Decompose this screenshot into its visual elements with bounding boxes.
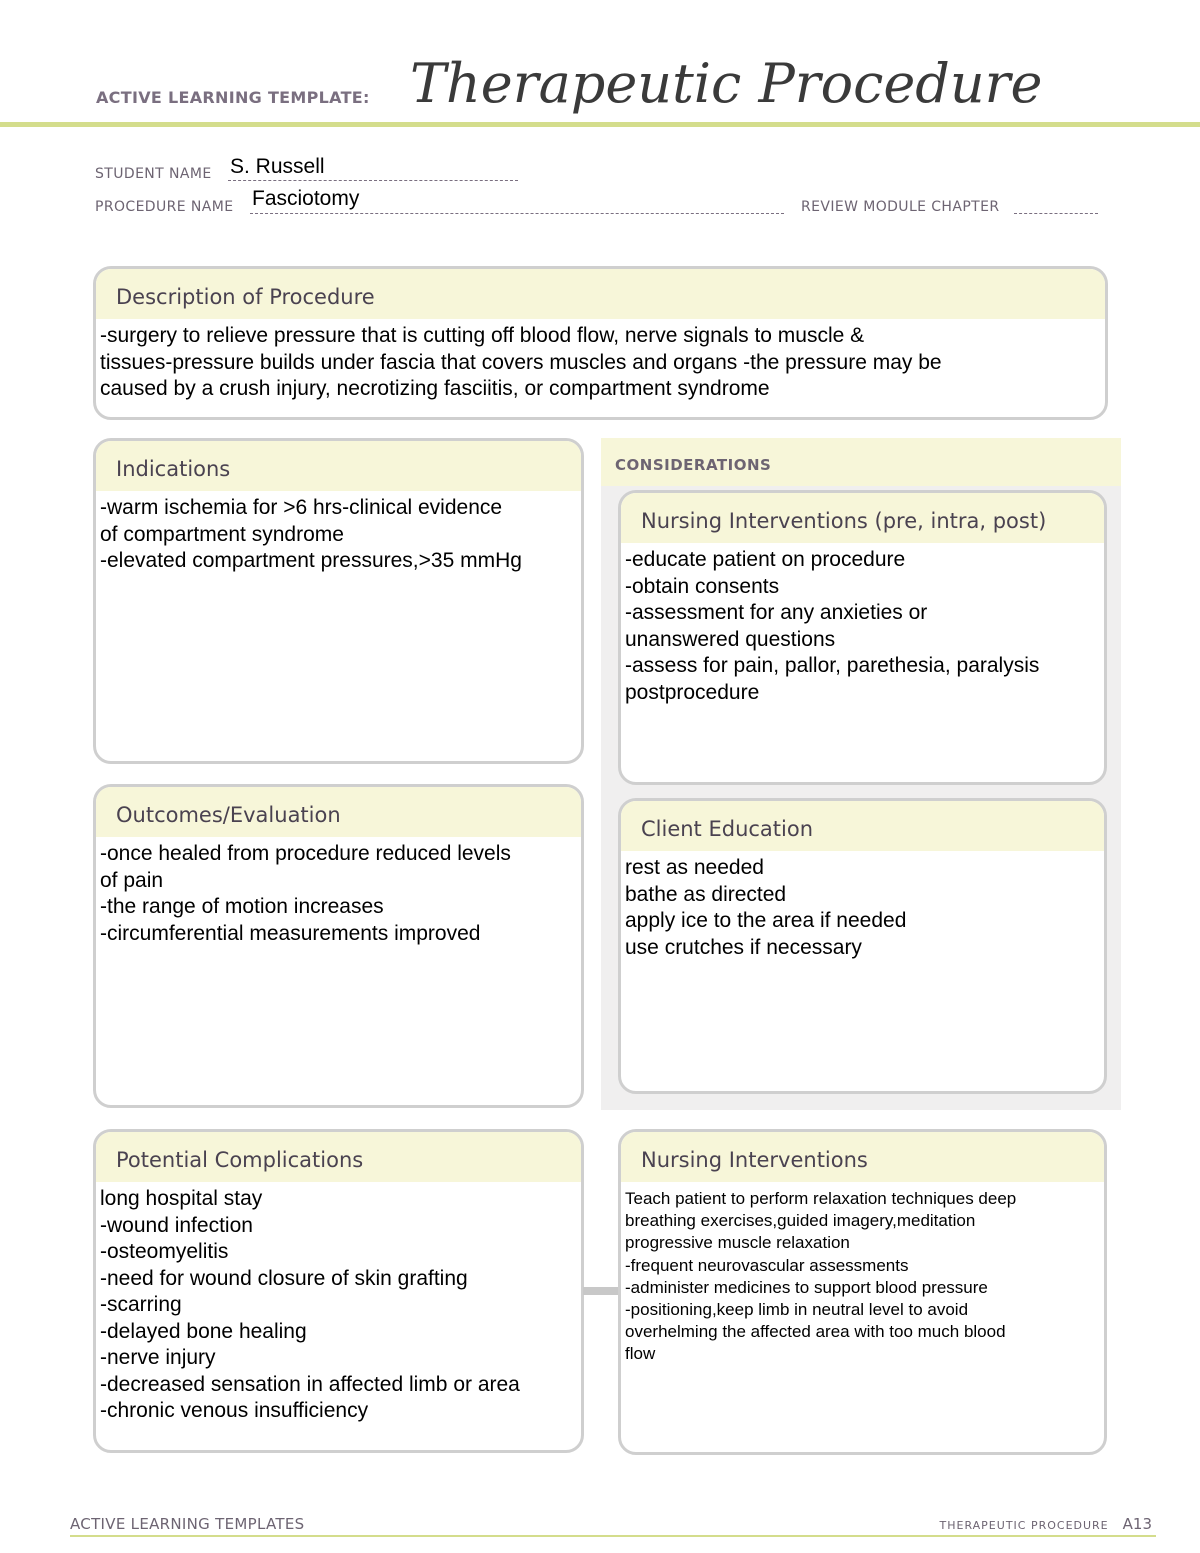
client-education-line: rest as needed bbox=[625, 856, 764, 879]
nursing-interventions-text[interactable] bbox=[621, 1182, 1104, 1366]
client-education-line: use crutches if necessary bbox=[625, 935, 862, 959]
nursing-interventions-line: breathing exercises,guided imagery,meditation bbox=[625, 1211, 976, 1231]
footer-right bbox=[940, 1515, 1152, 1533]
description-box bbox=[93, 266, 1108, 420]
client-education-title: Client Education bbox=[621, 801, 1104, 851]
description-title: Description of Procedure bbox=[96, 269, 1105, 319]
complications-box bbox=[93, 1129, 584, 1453]
indications-title: Indications bbox=[96, 441, 581, 491]
nursing-interventions-title: Nursing Interventions bbox=[621, 1132, 1104, 1182]
nursing-pip-line: unanswered questions bbox=[625, 627, 836, 651]
outcomes-text[interactable] bbox=[96, 837, 581, 947]
complications-line: -delayed bone healing bbox=[100, 1319, 307, 1343]
nursing-pip-line: postprocedure bbox=[625, 680, 760, 704]
nursing-pip-line: -assessment for any anxieties or bbox=[625, 601, 928, 624]
complications-text[interactable] bbox=[96, 1182, 581, 1425]
nursing-interventions-line: -frequent neurovascular assessments bbox=[625, 1255, 909, 1275]
complications-line: -chronic venous insufficiency bbox=[100, 1399, 369, 1422]
outcomes-title: Outcomes/Evaluation bbox=[96, 787, 581, 837]
nursing-interventions-pip-box bbox=[618, 490, 1107, 785]
description-line: -surgery to relieve pressure that is cutting off blood flow, nerve signals to muscle & bbox=[100, 324, 865, 347]
procedure-name-label: PROCEDURE NAME bbox=[95, 199, 234, 215]
complications-line: -decreased sensation in affected limb or area bbox=[100, 1372, 520, 1396]
description-line: tissues-pressure builds under fascia that covers muscles and organs -the pressure may be bbox=[100, 350, 942, 374]
indications-line: -elevated compartment pressures,>35 mmHg bbox=[100, 549, 522, 572]
client-education-text[interactable] bbox=[621, 851, 1104, 961]
client-education-line: bathe as directed bbox=[625, 882, 787, 906]
nursing-interventions-line: Teach patient to perform relaxation techniques deep bbox=[625, 1189, 1017, 1208]
complications-line: -wound infection bbox=[100, 1213, 253, 1237]
outcomes-line: -the range of motion increases bbox=[100, 895, 384, 918]
footer-right-label: THERAPEUTIC PROCEDURE bbox=[939, 1519, 1109, 1532]
student-name-field[interactable]: S. Russell bbox=[230, 155, 325, 178]
review-module-field[interactable] bbox=[1014, 213, 1098, 214]
description-line: caused by a crush injury, necrotizing fasciitis, or compartment syndrome bbox=[100, 377, 770, 400]
client-education-box bbox=[618, 798, 1107, 1094]
footer-left-label: ACTIVE LEARNING TEMPLATES bbox=[70, 1515, 305, 1533]
nursing-pip-line: -educate patient on procedure bbox=[625, 548, 906, 571]
complications-line: -need for wound closure of skin grafting bbox=[100, 1266, 468, 1290]
review-module-label: REVIEW MODULE CHAPTER bbox=[801, 199, 1000, 215]
box-connector bbox=[583, 1287, 621, 1295]
template-label: ACTIVE LEARNING TEMPLATE: bbox=[96, 88, 370, 107]
student-name-line bbox=[228, 180, 518, 181]
complications-line: -osteomyelitis bbox=[100, 1240, 229, 1263]
procedure-name-field[interactable]: Fasciotomy bbox=[252, 187, 360, 210]
indications-line: of compartment syndrome bbox=[100, 522, 344, 546]
nursing-interventions-line: flow bbox=[625, 1344, 656, 1364]
nursing-interventions-pip-text[interactable] bbox=[621, 543, 1104, 706]
nursing-pip-line: -obtain consents bbox=[625, 574, 780, 598]
considerations-label: CONSIDERATIONS bbox=[615, 456, 772, 474]
page-number: A13 bbox=[1122, 1515, 1152, 1533]
indications-line: -warm ischemia for >6 hrs-clinical evidence bbox=[100, 496, 503, 519]
nursing-interventions-line: -positioning,keep limb in neutral level to avoid bbox=[625, 1300, 969, 1320]
description-text[interactable] bbox=[96, 319, 1105, 403]
client-education-line: apply ice to the area if needed bbox=[625, 909, 907, 932]
nursing-interventions-line: progressive muscle relaxation bbox=[625, 1233, 850, 1253]
complications-line: long hospital stay bbox=[100, 1187, 263, 1210]
procedure-name-line bbox=[250, 213, 784, 214]
nursing-interventions-box bbox=[618, 1129, 1107, 1455]
complications-line: -scarring bbox=[100, 1293, 182, 1316]
indications-text[interactable] bbox=[96, 491, 581, 575]
outcomes-box bbox=[93, 784, 584, 1108]
nursing-interventions-line: -administer medicines to support blood pressure bbox=[625, 1277, 988, 1297]
complications-title: Potential Complications bbox=[96, 1132, 581, 1182]
outcomes-line: -once healed from procedure reduced levels bbox=[100, 842, 511, 865]
complications-line: -nerve injury bbox=[100, 1346, 216, 1369]
footer-divider bbox=[70, 1535, 1156, 1537]
header-divider bbox=[0, 122, 1200, 127]
nursing-pip-line: -assess for pain, pallor, parethesia, paralysis bbox=[625, 654, 1040, 677]
outcomes-line: -circumferential measurements improved bbox=[100, 921, 481, 945]
nursing-interventions-line: overhelming the affected area with too much blood bbox=[625, 1322, 1006, 1342]
outcomes-line: of pain bbox=[100, 868, 164, 892]
page-title: Therapeutic Procedure bbox=[410, 52, 1043, 115]
nursing-interventions-pip-title: Nursing Interventions (pre, intra, post) bbox=[621, 493, 1104, 543]
student-name-label: STUDENT NAME bbox=[95, 166, 212, 182]
indications-box bbox=[93, 438, 584, 764]
